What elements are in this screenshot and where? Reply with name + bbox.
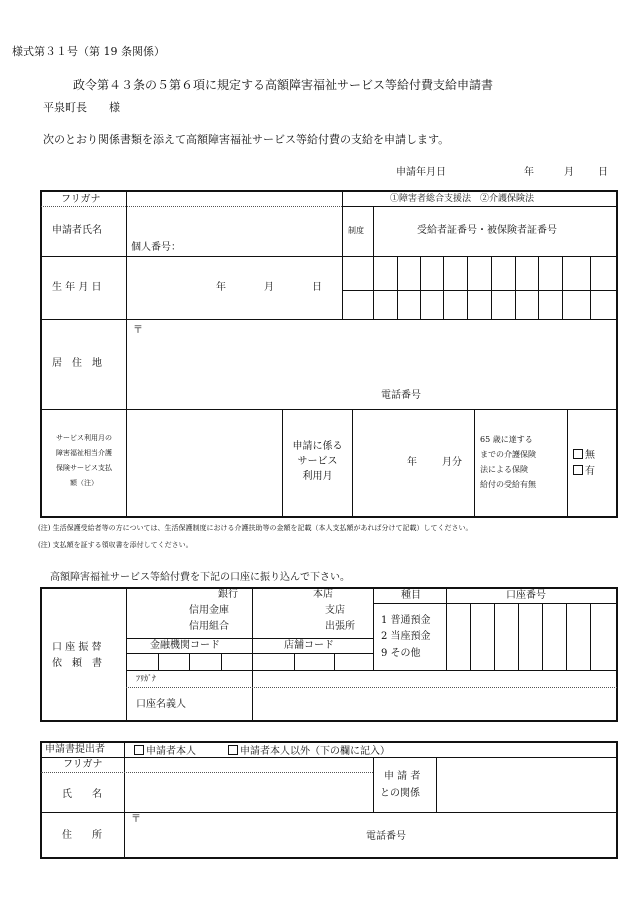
bank-intro: 高額障害福祉サービス等給付費を下記の口座に振り込んで下さい。 — [50, 572, 350, 583]
postal-mark: 〒 — [133, 325, 143, 336]
submitter-option-other[interactable]: 申請者本人以外（下の欄に記入） — [228, 745, 390, 757]
checkbox-icon[interactable] — [573, 465, 583, 475]
care-insurance-label: 65 歳に達する までの介護保険 法による保険 給付の受給有無 — [480, 435, 536, 489]
furigana-label: フリガナ — [61, 194, 101, 205]
birth-month-label: 月 — [264, 282, 274, 293]
personal-number-label: 個人番号： — [131, 242, 181, 253]
account-type-ordinary: 1 普通預金 — [381, 615, 431, 626]
account-type-label: 種目 — [401, 590, 421, 601]
date-year-label: 年 — [524, 167, 534, 178]
branch-type-branch: 支店 — [325, 605, 345, 616]
birth-day-label: 日 — [312, 282, 322, 293]
intro-text: 次のとおり関係書類を添えて高額障害福祉サービス等給付費の支給を申請します。 — [43, 133, 450, 146]
law-options: ①障害者総合支援法 ②介護保険法 — [390, 194, 535, 204]
bank-type-credit-bank: 信用金庫 — [189, 605, 229, 616]
note-1: (注) 生活保護受給者等の方については、生活保護制度における介護扶助等の金額を記載（本人支払額があれば分けて記載）してください。 — [38, 524, 473, 532]
account-type-current: 2 当座預金 — [381, 631, 431, 642]
system-label: 制度 — [348, 226, 364, 235]
form-number: 様式第３１号（第 19 条関係） — [12, 45, 165, 58]
submitter-furigana-label: フリガナ — [63, 759, 103, 770]
address-label: 居 住 地 — [52, 358, 102, 369]
branch-type-sub: 出張所 — [325, 621, 355, 632]
submitter-name-label: 氏 名 — [62, 789, 102, 800]
date-day-label: 日 — [598, 167, 608, 178]
date-month-label: 月 — [564, 167, 574, 178]
service-month-suffix: 月分 — [442, 457, 462, 468]
phone-label: 電話番号 — [381, 390, 421, 401]
birth-date-label: 生 年 月 日 — [52, 282, 102, 293]
submitter-phone-label: 電話番号 — [366, 831, 406, 842]
account-number-label: 口座番号 — [506, 590, 546, 601]
submitter-label: 申請書提出者 — [45, 744, 105, 755]
bank-type-bank: 銀行 — [218, 589, 238, 600]
service-year-label: 年 — [407, 457, 417, 468]
account-holder-input[interactable] — [254, 690, 616, 720]
checkbox-icon[interactable] — [573, 449, 583, 459]
branch-code-label: 店舗コード — [284, 640, 334, 651]
submitter-table — [40, 741, 618, 859]
checkbox-icon[interactable] — [134, 745, 144, 755]
account-type-other: 9 その他 — [381, 648, 421, 659]
submitter-address-label: 住 所 — [62, 830, 102, 841]
note-2: (注) 支払額を証する領収書を添付してください。 — [38, 541, 193, 549]
relation-label-1: 申 請 者 — [384, 771, 421, 782]
care-yes-option[interactable]: 有 — [573, 465, 595, 477]
institution-code-label: 金融機関コード — [150, 640, 220, 651]
birth-year-label: 年 — [216, 282, 226, 293]
addressee: 平泉町長 様 — [43, 101, 120, 114]
page-title: 政令第４３条の５第６項に規定する高額障害福祉サービス等給付費支給申請書 — [73, 78, 494, 92]
account-holder-label: 口座名義人 — [136, 699, 186, 710]
service-month-label: 申請に係る サービス 利用月 — [292, 441, 343, 482]
bank-type-credit-union: 信用組合 — [189, 621, 229, 632]
transfer-request-label-1: 口 座 振 替 — [52, 642, 102, 653]
care-no-option[interactable]: 無 — [573, 449, 595, 461]
submitter-option-self[interactable]: 申請者本人 — [134, 745, 196, 757]
certificate-number-label: 受給者証番号・被保険者証番号 — [417, 225, 557, 236]
checkbox-icon[interactable] — [228, 745, 238, 755]
submitter-postal-mark: 〒 — [131, 814, 141, 825]
transfer-request-label-2: 依 頼 書 — [52, 658, 102, 669]
relation-label-2: との関係 — [380, 788, 420, 799]
account-furigana-label: ﾌﾘｶﾞﾅ — [136, 674, 156, 683]
application-date-label: 申請年月日 — [396, 167, 446, 178]
branch-type-main: 本店 — [313, 589, 333, 600]
applicant-name-label: 申請者氏名 — [52, 225, 102, 236]
service-payment-label: サービス利用月の 障害福祉相当介護 保険サービス支払 額（注） — [56, 434, 112, 487]
